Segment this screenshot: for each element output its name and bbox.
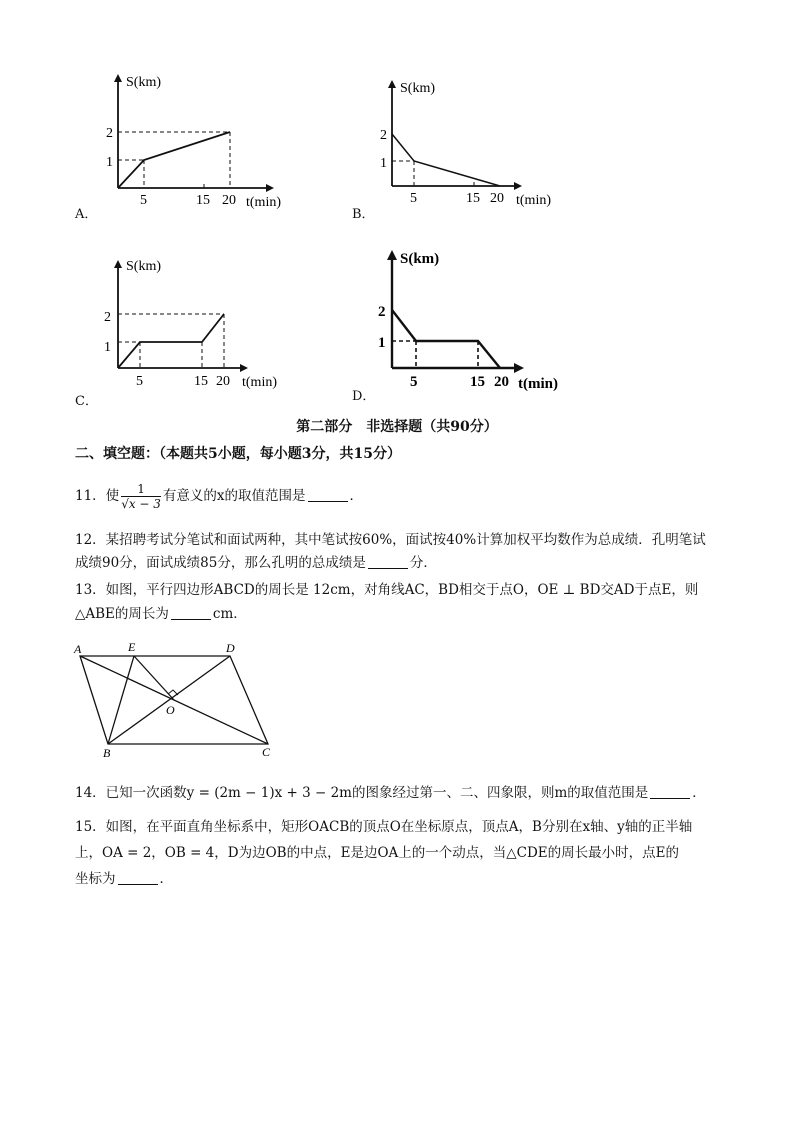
question-13-line2 [75, 604, 247, 624]
y-axis-label: S(km) [400, 251, 440, 267]
x-tick-20: 20 [490, 191, 504, 206]
x-axis-label: t(min) [518, 376, 558, 392]
q11-prefix: 11．使 [75, 488, 120, 504]
y-axis-label: S(km) [126, 259, 161, 274]
q14-answer-blank[interactable] [650, 784, 690, 799]
graph-c [104, 254, 308, 394]
y-axis-arrow [114, 74, 122, 82]
graph-a [106, 70, 302, 215]
x-tick-15: 15 [194, 374, 208, 389]
q12-line2-text: 成绩90分，面试成绩85分，那么孔明的总成绩是 [75, 555, 366, 571]
x-tick-5: 5 [136, 374, 143, 389]
q13-answer-blank[interactable] [171, 605, 211, 620]
q12-line1: 12．某招聘考试分笔试和面试两种，其中笔试按60%，面试按40%计算加权平均数作为总成绩．孔明笔试 [75, 532, 706, 548]
y-tick-2: 2 [380, 128, 387, 143]
x-tick-20: 20 [222, 193, 236, 208]
graph-c-svg [104, 254, 308, 394]
x-tick-15: 15 [196, 193, 210, 208]
q11-text: 有意义的x的取值范围是 [162, 488, 306, 504]
label-c: C [262, 745, 271, 759]
y-tick-1: 1 [380, 156, 387, 171]
y-axis-arrow [388, 80, 396, 88]
q12-answer-blank[interactable] [368, 554, 408, 569]
q13-end: cm． [212, 606, 247, 622]
q12-end: 分． [409, 555, 437, 571]
fill-in-heading: 二、填空题：（本题共5小题，每小题3分，共15分） [75, 446, 401, 462]
question-12-line2 [75, 553, 437, 573]
y-tick-1: 1 [104, 340, 111, 355]
q11-numerator: 1 [121, 482, 161, 497]
x-tick-20: 20 [216, 374, 230, 389]
section-title: 第二部分 非选择题（共90分） [296, 419, 498, 435]
x-tick-5: 5 [410, 374, 418, 390]
label-o: O [166, 703, 175, 717]
question-14 [75, 783, 706, 803]
x-tick-15: 15 [466, 191, 480, 206]
y-tick-1: 1 [378, 335, 386, 351]
label-e: E [128, 640, 136, 654]
graph-b-svg [380, 78, 582, 218]
question-15-line3 [75, 869, 173, 889]
x-tick-20: 20 [494, 374, 509, 390]
q14-end: ． [692, 785, 706, 801]
q15-answer-blank[interactable] [118, 870, 158, 885]
x-axis-arrow [514, 363, 524, 373]
q15-line1: 15．如图，在平面直角坐标系中，矩形OACB的顶点O在坐标原点，顶点A，B分别在x轴、y轴的正半轴 [75, 819, 693, 835]
y-axis-label: S(km) [400, 81, 435, 96]
q11-fraction [121, 482, 161, 511]
q11-denominator: √x − 3 [121, 497, 161, 511]
q15-end: ． [159, 871, 173, 887]
option-a-label: A． [75, 207, 98, 222]
x-axis-label: t(min) [246, 195, 281, 210]
x-axis-arrow [266, 184, 274, 192]
option-c-label: C． [75, 394, 98, 409]
graph-d [378, 248, 582, 393]
figure-13-parallelogram [70, 640, 290, 769]
q15-line2: 上，OA = 2，OB = 4，D为边OB的中点，E是边OA上的一个动点，当△CDE的周长最小时，点E的 [75, 845, 679, 861]
y-tick-2: 2 [104, 310, 111, 325]
label-a: A [74, 642, 82, 656]
x-axis-label: t(min) [242, 375, 277, 390]
y-axis-arrow [114, 260, 122, 268]
x-tick-15: 15 [470, 374, 485, 390]
graph-b-curve [392, 134, 500, 186]
q11-end: ． [349, 488, 364, 504]
x-tick-5: 5 [140, 193, 147, 208]
y-tick-1: 1 [106, 155, 113, 170]
figure-13-svg [70, 640, 290, 765]
x-axis-arrow [514, 182, 522, 190]
graph-a-svg [106, 70, 302, 215]
option-d-label: D． [352, 389, 376, 404]
y-axis-label: S(km) [126, 75, 161, 90]
label-d: D [226, 641, 235, 655]
q14-text: 14．已知一次函数y = (2m − 1)x + 3 − 2m的图象经过第一、二、四象限，则m的取值范围是 [75, 785, 649, 801]
y-axis-arrow [387, 250, 397, 260]
question-11 [75, 480, 363, 512]
q13-line2-text: △ABE的周长为 [75, 606, 169, 622]
graph-d-svg [378, 248, 582, 393]
y-tick-2: 2 [106, 126, 113, 141]
graph-b [380, 78, 582, 218]
y-tick-2: 2 [378, 304, 386, 320]
x-axis-label: t(min) [516, 193, 551, 208]
x-axis-arrow [240, 364, 248, 372]
diagonal-bd [108, 656, 230, 744]
x-tick-5: 5 [410, 191, 417, 206]
graph-d-curve [392, 310, 500, 368]
graph-c-curve [118, 314, 224, 368]
option-b-label: B． [352, 207, 375, 222]
segment-be [108, 656, 134, 744]
q11-answer-blank[interactable] [308, 487, 348, 502]
q13-line1: 13．如图，平行四边形ABCD的周长是 12cm，对角线AC，BD相交于点O，OE ⊥ BD交AD于点E，则 [75, 582, 699, 598]
label-b: B [103, 746, 111, 760]
q15-line3-text: 坐标为 [75, 871, 116, 887]
